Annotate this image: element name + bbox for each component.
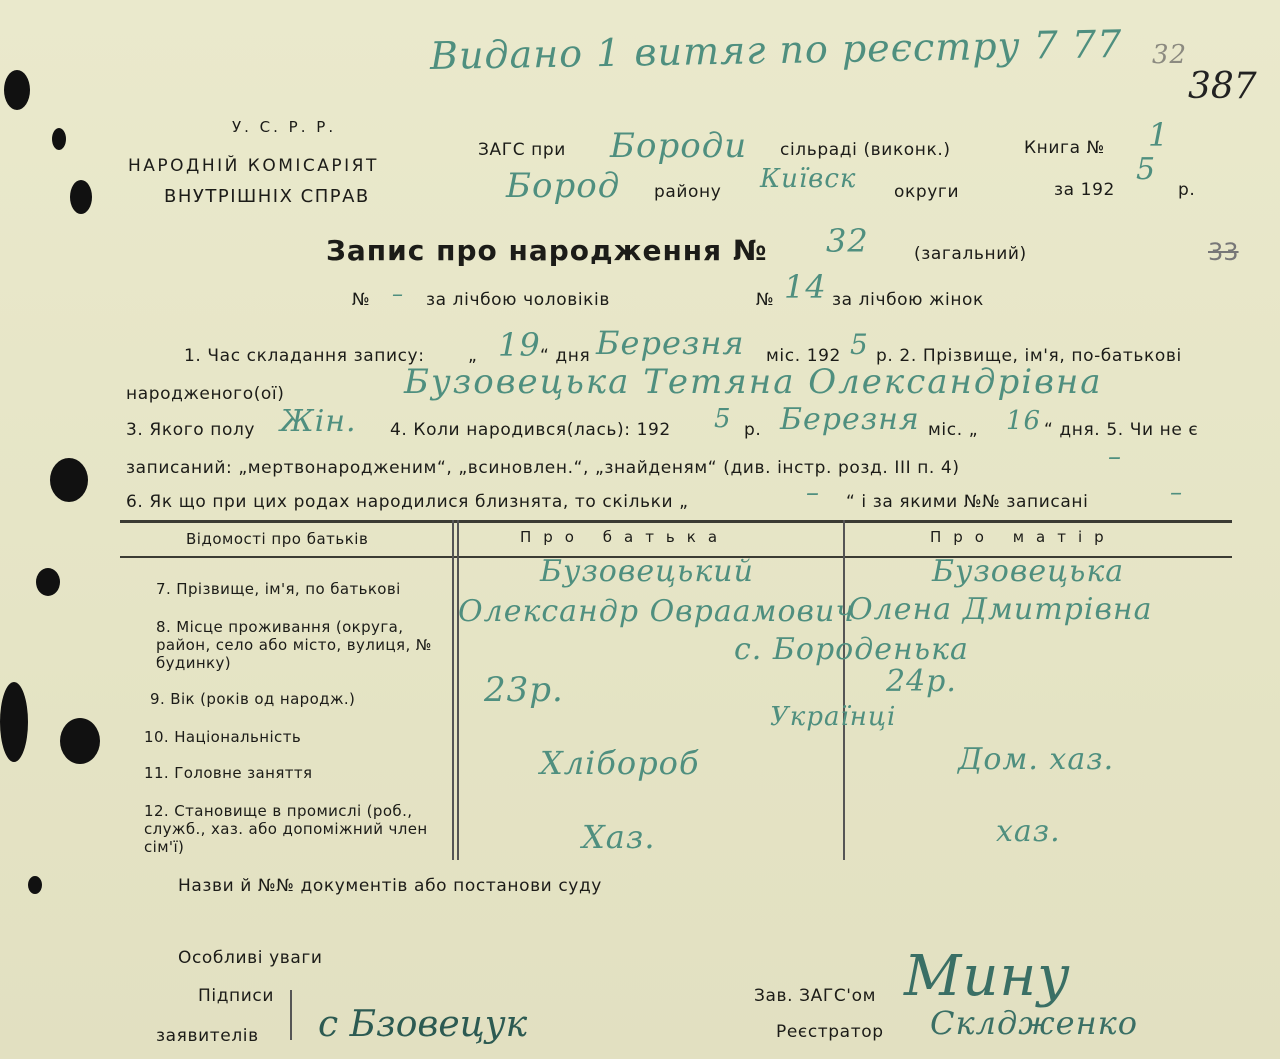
mother-surname: Бузовецька: [932, 554, 1125, 589]
child-sex: Жін.: [280, 404, 357, 439]
row9-label: 9. Вік (років од народж.): [150, 690, 356, 708]
paper-hole: [50, 458, 88, 502]
zags-label: ЗАГС при: [478, 140, 566, 160]
table-column-divider: [452, 520, 454, 860]
item1-quote-open: „: [468, 346, 478, 366]
paper-hole: [36, 568, 60, 596]
registrar-label: Реєстратор: [776, 1022, 884, 1042]
record-month: Березня: [596, 324, 745, 362]
mother-age: 24р.: [886, 664, 957, 699]
record-day: 19: [498, 326, 541, 364]
row12-label: 12. Становище в промислі (роб., служб., хаз. або допоміжний член сім'ї): [144, 802, 428, 856]
paper-hole: [60, 718, 100, 764]
paper-hole: [4, 70, 30, 110]
zags-value: Бороди: [610, 126, 748, 166]
district-label: району: [654, 182, 722, 202]
item4-r: р.: [744, 420, 762, 440]
commissariat-line2: ВНУТРІШНІХ СПРАВ: [164, 186, 370, 207]
paper-hole: [0, 682, 28, 762]
council-label: сільраді (виконк.): [780, 140, 951, 160]
parents-address: с. Бороденька: [734, 632, 969, 667]
signature-bracket: [290, 990, 292, 1040]
commissariat-line1: НАРОДНІЙ КОМІСАРІЯТ: [128, 156, 379, 176]
item5-label: записаний: „мертвонародженим“, „всиновлен.“, „знайденям“ (див. інстр. розд. III п. 4): [126, 458, 960, 478]
paper-hole: [52, 128, 66, 150]
district-value: Бород: [506, 166, 621, 206]
female-no-label: №: [756, 290, 775, 310]
mother-status: хаз.: [996, 814, 1061, 849]
male-no-value: –: [392, 282, 404, 307]
item2-label: народженого(ої): [126, 384, 285, 404]
mother-occupation: Дом. хаз.: [958, 742, 1115, 777]
head-signature: Мину: [904, 944, 1071, 1009]
record-number: 32: [826, 222, 869, 260]
corner-mark: 33: [1208, 238, 1239, 266]
item4-month-label: міс. „: [928, 420, 979, 440]
item6-rest: “ і за якими №№ записані: [846, 492, 1089, 512]
male-no-label: №: [352, 290, 371, 310]
applicant-signature: с Бзовецук: [318, 1004, 528, 1045]
table-col-mother: Про матір: [930, 528, 1116, 546]
row10-label: 10. Національність: [144, 728, 302, 746]
book-label: Книга №: [1024, 138, 1105, 158]
father-age: 23р.: [484, 670, 564, 710]
head-label: Зав. ЗАГС'ом: [754, 986, 877, 1006]
birth-day: 16: [1006, 406, 1042, 436]
item1-label: 1. Час складання запису:: [184, 346, 425, 366]
signatures-label: Підписи: [198, 986, 275, 1006]
row11-label: 11. Головне заняття: [144, 764, 313, 782]
paper-hole: [28, 876, 42, 894]
father-status: Хаз.: [582, 818, 656, 856]
item1-month-label: міс. 192: [766, 346, 841, 366]
item5-value: –: [1108, 442, 1122, 472]
year-suffix: р.: [1178, 180, 1196, 200]
item1-day-label: “ дня: [540, 346, 591, 366]
ussr-label: У. С. Р. Р.: [232, 118, 337, 136]
child-name: Бузовецька Тетяна Олександрівна: [404, 362, 1103, 402]
birth-month: Березня: [780, 402, 920, 437]
item3-label: 3. Якого полу: [126, 420, 256, 440]
paper-hole: [70, 180, 92, 214]
female-no-value: 14: [784, 268, 827, 306]
record-year: 5: [850, 328, 869, 361]
father-surname: Бузовецький: [540, 554, 754, 589]
registrar-signature: Склдженко: [930, 1004, 1139, 1042]
item1-rest: р. 2. Прізвище, ім'я, по-батькові: [876, 346, 1182, 366]
okrug-value: Київск: [760, 164, 857, 194]
archive-number: 387: [1188, 66, 1257, 107]
parents-nationality: Українці: [770, 702, 897, 732]
notes-label: Особливі уваги: [178, 948, 323, 968]
father-name: Олександр Овраамович: [458, 594, 855, 629]
item6-label: 6. Як що при цих родах народилися близнята, то скільки „: [126, 492, 689, 512]
year-label: за 192: [1054, 180, 1115, 200]
table-column-divider: [843, 520, 845, 860]
top-note: Видано 1 витяг по реєстру 7 77: [429, 21, 1123, 79]
table-column-divider: [457, 520, 459, 860]
mother-name: Олена Дмитрівна: [848, 592, 1153, 627]
birth-year: 5: [714, 404, 732, 434]
archive-number-old: 32: [1152, 40, 1188, 70]
book-value: 1: [1148, 116, 1170, 154]
item4-rest: “ дня. 5. Чи не є: [1044, 420, 1199, 440]
twins-count: –: [806, 478, 820, 508]
table-col-father: Про батька: [520, 528, 730, 546]
documents-label: Назви й №№ документів або постанови суду: [178, 876, 602, 896]
okrug-label: округи: [894, 182, 960, 202]
father-occupation: Хлібороб: [540, 744, 700, 782]
signatures-label-2: заявителів: [156, 1026, 259, 1046]
table-top-border: [120, 520, 1232, 523]
twins-numbers: –: [1170, 478, 1183, 506]
item4-label: 4. Коли народився(лась): 192: [390, 420, 671, 440]
row8-label: 8. Місце проживання (округа, район, село або місто, вулиця, № будинку): [156, 618, 432, 672]
male-count-label: за лічбою чоловіків: [426, 290, 610, 310]
record-title: Запис про народження №: [326, 234, 768, 267]
year-value: 5: [1136, 152, 1157, 187]
table-col-parents: Відомості про батьків: [186, 530, 369, 548]
row7-label: 7. Прізвище, ім'я, по батькові: [156, 580, 401, 598]
record-general: (загальний): [914, 244, 1027, 264]
female-count-label: за лічбою жінок: [832, 290, 984, 310]
